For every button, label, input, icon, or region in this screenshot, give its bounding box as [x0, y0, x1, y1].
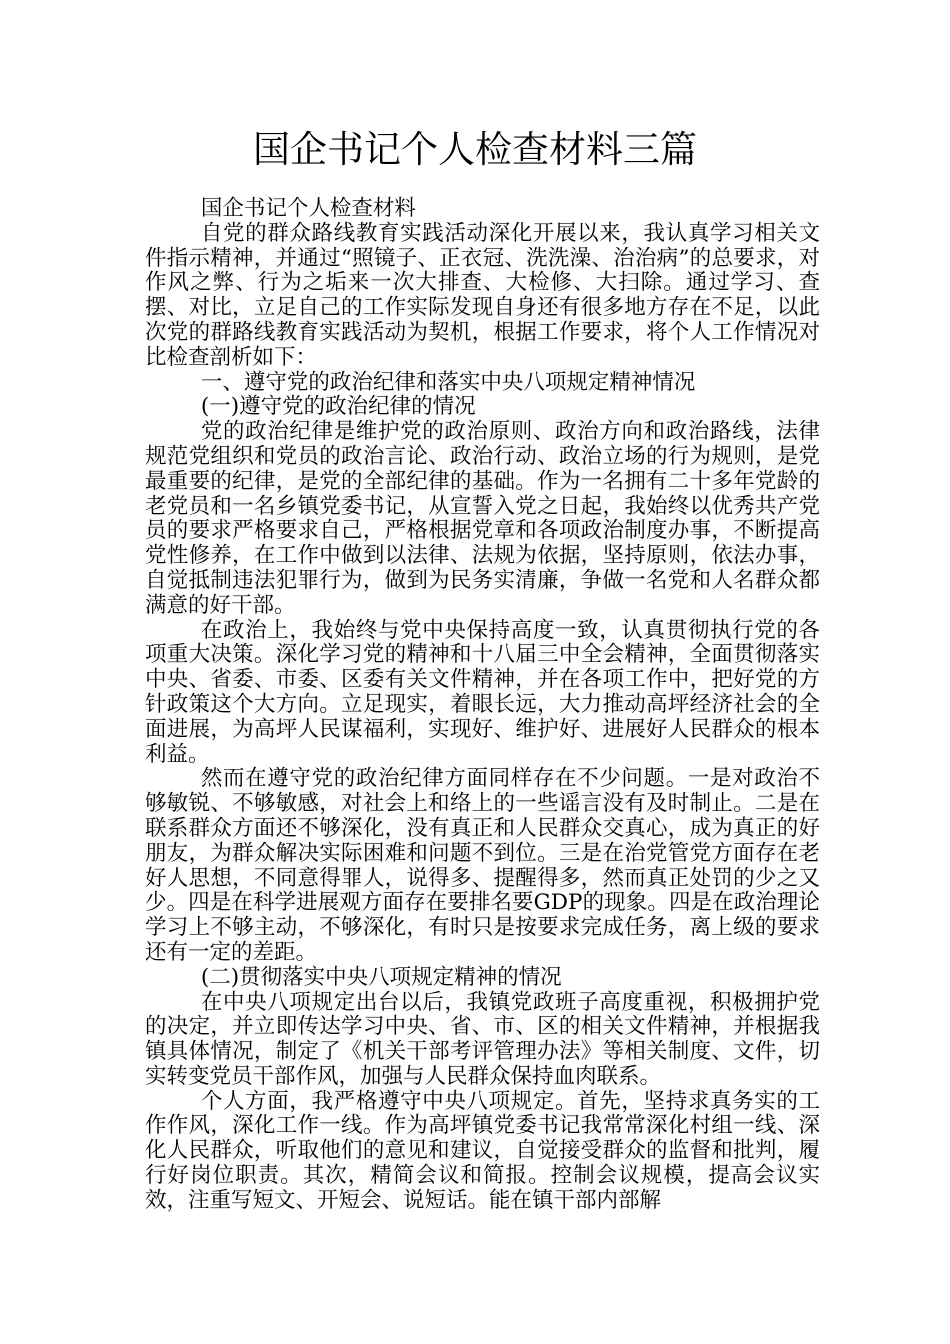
body-paragraph: 在政治上，我始终与党中央保持高度一致，认真贯彻执行党的各项重大决策。深化学习党的精神和十八届三中全会精神，全面贯彻落实中央、省委、市委、区委有关文件精神，并在各项工作中，把好党的方针政策这个大方向。立足现实，着眼长远，大力推动高坪经济社会的全面进展，为高坪人民谋福利，实现好、维护好、进展好人民群众的根本利益。	[145, 617, 820, 767]
body-paragraph: 在中央八项规定出台以后，我镇党政班子高度重视，积极拥护党的决定，并立即传达学习中央、省、市、区的相关文件精神，并根据我镇具体情况，制定了《机关干部考评管理办法》等相关制度、文件，切实转变党员干部作风，加强与人民群众保持血肉联系。	[145, 989, 820, 1089]
subsection-heading: (二)贯彻落实中央八项规定精神的情况	[200, 964, 562, 990]
section-subtitle: 国企书记个人检查材料	[200, 196, 416, 221]
body-paragraph: 个人方面，我严格遵守中央八项规定。首先，坚持求真务实的工作作风，深化工作一线。作为高坪镇党委书记我常常深化村组一线、深化人民群众，听取他们的意见和建议，自觉接受群众的监督和批判，履行好岗位职责。其次，精简会议和简报。控制会议规模，提高会议实效，注重写短文、开短会、说短话。能在镇干部内部解	[145, 1088, 820, 1213]
body-paragraph: 自党的群众路线教育实践活动深化开展以来，我认真学习相关文件指示精神，并通过“照镜子、正衣冠、洗洗澡、治治病”的总要求，对作风之弊、行为之垢来一次大排查、大检修、大扫除。通过学习、查摆、对比，立足自己的工作实际发现自身还有很多地方存在不足，以此次党的群路线教育实践活动为契机，根据工作要求，将个人工作情况对比检查剖析如下：	[145, 220, 820, 370]
document-title: 国企书记个人检查材料三篇	[253, 128, 697, 171]
body-paragraph: 然而在遵守党的政治纪律方面同样存在不少问题。一是对政治不够敏锐、不够敏感，对社会上和络上的一些谣言没有及时制止。二是在联系群众方面还不够深化，没有真正和人民群众交真心，成为真正的好朋友，为群众解决实际困难和问题不到位。三是在治党管党方面存在老好人思想，不同意得罪人，说得多、提醒得多，然而真正处罚的少之又少。四是在科学进展观方面存在要排名要GDP的现象。四是在政治理论学习上不够主动，不够深化，有时只是按要求完成任务，离上级的要求还有一定的差距。	[145, 766, 820, 965]
document-body	[145, 197, 820, 1214]
section-heading: 一、遵守党的政治纪律和落实中央八项规定精神情况	[200, 369, 696, 395]
body-paragraph: 党的政治纪律是维护党的政治原则、政治方向和政治路线，法律规范党组织和党员的政治言论、政治行动、政治立场的行为规则，是党最重要的纪律，是党的全部纪律的基础。作为一名拥有二十多年党龄的老党员和一名乡镇党委书记，从宣誓入党之日起，我始终以优秀共产党员的要求严格要求自己，严格根据党章和各项政治制度办事，不断提高党性修养，在工作中做到以法律、法规为依据，坚持原则，依法办事，自觉抵制违法犯罪行为，做到为民务实清廉，争做一名党和人名群众都满意的好干部。	[145, 419, 820, 618]
subsection-heading: (一)遵守党的政治纪律的情况	[200, 394, 476, 420]
